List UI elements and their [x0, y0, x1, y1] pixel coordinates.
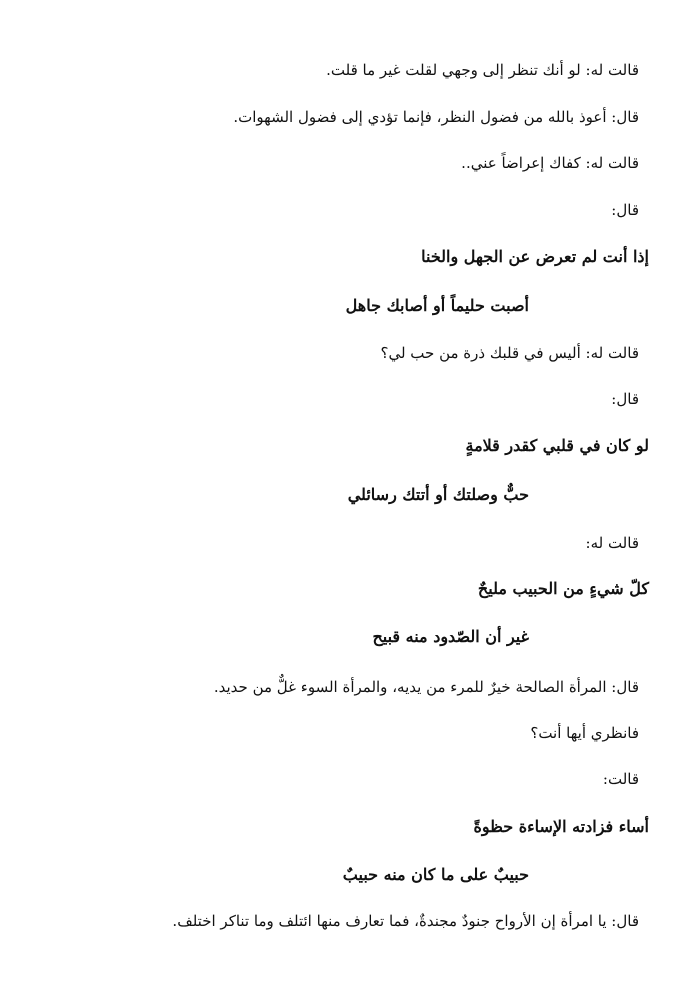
verse-3-hemistich-2: غير أن الصّدود منه قبيح — [372, 627, 529, 646]
verse-2-hemistich-1: لو كان في قلبي كقدر قلامةٍ — [465, 436, 649, 455]
dialogue-line-3: قالت له: كفاك إعراضاً عني.. — [461, 154, 639, 172]
verse-4-hemistich-1: أساء فزادته الإساءة حظوةً — [473, 817, 649, 836]
verse-1-hemistich-2: أصبت حليماً أو أصابك جاهل — [345, 296, 529, 315]
dialogue-line-1: قالت له: لو أنك تنظر إلى وجهي لقلت غير ما قلت. — [326, 61, 639, 79]
speaker-label-2: قال: — [611, 390, 639, 408]
dialogue-line-4: قالت له: أليس في قلبك ذرة من حب لي؟ — [380, 344, 639, 362]
verse-3-hemistich-1: كلّ شيءٍ من الحبيب مليحٌ — [477, 579, 649, 598]
dialogue-line-7: قال: يا امرأة إن الأرواح جنودٌ مجندةٌ، فما تعارف منها ائتلف وما تناكر اختلف. — [172, 912, 639, 930]
speaker-label-1: قال: — [611, 201, 639, 219]
speaker-label-3: قالت له: — [585, 534, 639, 552]
verse-1-hemistich-1: إذا أنت لم تعرض عن الجهل والخنا — [421, 247, 649, 266]
dialogue-line-5: قال: المرأة الصالحة خيرٌ للمرء من يديه، والمرأة السوء غلٌّ من حديد. — [213, 678, 639, 696]
speaker-label-4: قالت: — [602, 770, 639, 788]
verse-2-hemistich-2: حبٌّ وصلتك أو أتتك رسائلي — [347, 485, 529, 504]
verse-4-hemistich-2: حبيبٌ على ما كان منه حبيبٌ — [342, 865, 529, 884]
dialogue-line-6: فانظري أيها أنت؟ — [530, 724, 639, 742]
dialogue-line-2: قال: أعوذ بالله من فضول النظر، فإنما تؤدي إلى فضول الشهوات. — [233, 108, 639, 126]
